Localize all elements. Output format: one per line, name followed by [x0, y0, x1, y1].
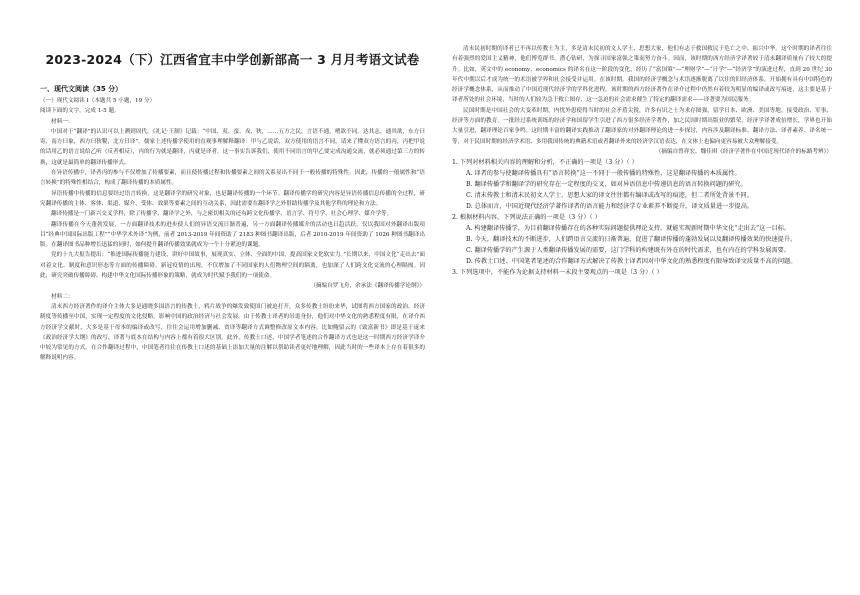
material2-paragraph: 清末西方经济著作的译介主体大多是通晓多国语言的传教士，鸦片战争的爆发致使国门被迫打开，众多传教士纷纷来华，试图将西方国家的政治、经济制度等传播至中国，实现一定程度的文化侵略，影响中国的政治经济与社会发展。由于传教士译者的吊诡身份，他们对中华文化的熟悉程度有限，在译介西方经济学文献时，大多是基于母本的编译或改写，往往会运用增加删减、省译等翻译方式调整修改原文本内容。比如鲍留云的《致富新书》即是基于庞来《政治经济学大纲》的改写，译著与底本在结构与内容上都有着很大区别。此外，传教士口述、中国学者笔述的合作翻译方式也是这一时期西方经济学译介中较为常见的方式。在合作翻译过程中，中国笔者往往在传教士口述的基础上添加大量的注解以帮助读者更好地理解，因此当时的一些译本上存在着很多的解释说明内容。 — [40, 303, 425, 362]
question-option: C. 翻译传播学的产生源于人类翻译传播发展的需要，这门学科的构建既有外在的时代需求，也有内在的学科发展需要。 — [466, 247, 791, 255]
question-option: D. 传教士口述、中国笔者笔述的合作翻译方式解决了传教士译者因对中华文化的熟悉程度有限导致译文质量不高的问题。 — [466, 258, 797, 266]
material1-paragraph: 翻译传播是一门新兴交叉学科，除了传播学、翻译学之外，与之密切相关的还有跨文化传播学、语言学、符号学、社会心理学、媒介学等。 — [51, 211, 393, 218]
material2-label: 材料二： — [51, 293, 74, 300]
right-column — [452, 44, 832, 278]
question-option: A. 译者的参与使翻译传播具有“语言转换”这一不同于一般传播的特殊性，这是翻译传播的本质属性。 — [466, 170, 741, 178]
left-column — [40, 38, 425, 364]
material2-paragraph: 清末民初时期的译者已不再以传教士为主，多是清末民初的文人学士、思想大家，他们有志于救国救民于危亡之中、振兴中华。这个时期的译者往往有着强烈的爱国主义精神，他们博览群书，潜心钻研，为探寻国家富强之策而努力奋斗。因而，该时期的西方经济学译著较于清末翻译质量有了较大的提升。比如，英文中的 economy、economics 的译名在这一阶段的变化，经历了“富国策”—“理财学”—“计学”—“经济学”的演进过程，直到 20 世纪 30 年代中期以后才成为统一的术语被学界和社会接受并运用。在该时期，我国的经济学概念与术语逐渐脱离了以往的旧经济体系，开始拥有具有中国特色的经济学概念体系，从而推动了中国近现代经济学的学科化进程。该时期的西方经济著作在译介过程中仍然有着较为明显的编译或改写痕迹，这主要是基于译者所处的社会环境，当时的人们较为急于救亡图存，这一急迫的社会需求催生了特定的翻译需求——译著要为国民服务。 — [452, 46, 832, 104]
material1-paragraph: 异语传播中传播的信息要经过语言转换，这是翻译学的研究对象，也是翻译传播的一个环节。翻译传播学的研究内容是异语传播信息传播的全过程，研究翻译传播的主体、客体、渠道、媒介、受体、效果等要素之间的互动关系，因此需要在翻译学之外借助传播学及其他学科的理论和方法。 — [40, 190, 425, 207]
question-stem: 3. 下列选项中，不能作为论据支持材料一末段主要观点的一项是（3 分）（ ） — [452, 269, 663, 277]
question-option: C. 清末传教士和清末民初文人学士、思想大家的译文往往都有编译或改写的痕迹，但二者所处背景不同。 — [466, 192, 753, 200]
question-option: B. 今天，翻译技术的不断进步，人们跨语言交流的日渐普遍，促进了翻译传播的蓬勃发展以及翻译传播效果的快速提升。 — [466, 236, 797, 244]
material1-paragraph: 翻译传播在今天蓬勃发展，一方面翻译技术的进步使人们的异语交流日渐普遍，另一方面翻译传播媒介的活动也日趋活跃。仅以我国对外翻译出版项目“经典中国国际出版工程”“中华学术外译”为例，前者 2013-2019 年间资助了 2183 种图书翻译出版，后者 2010-2019 年间资助了 1026 种图书翻译出版。在翻译图书品种增长迅猛的同时，如何提升翻译传播效果就成为一个十分紧迫的课题。 — [40, 221, 425, 249]
material1-paragraph: 中国对于“翻译”的认识可以上溯到周代。《礼记·王制》记载：“中国、夷、蛮、戎、狄，……五方之民，言语不通，嗜欲不同。达其志，通其欲，东方曰寄，南方曰象，西方曰狄鞮，北方曰译”。儒家上述传播学使用的直观事理解释翻译：甲与乙说话，双方使用的语言不同，请来了懂双方语言的丙，丙把甲说的话用乙的语言说给乙听（反者相反），丙的行为就是翻译，丙就是译者。这一事实告诉我们，使用不同语言的甲乙要完成沟通交流，就必须通过第三方的转换，这就是最简单的翻译传播形式。 — [40, 128, 425, 166]
section-heading: 一、现代文阅读（35 分） — [40, 85, 123, 93]
question-stem: 1. 下列对材料相关内容的理解和分析，不正确的一项是（3 分）（ ） — [452, 159, 638, 167]
question-option: B. 翻译传播学和翻译学的研究存在一定程度的交叉，如对异语信息中传递信息的语言转换问题的研究。 — [466, 181, 747, 189]
reading-instruction: 阅读下面的文字，完成 1-5 题。 — [40, 108, 120, 115]
subsection-heading: （一）现代文阅读 I（本题共 5 小题，19 分） — [40, 98, 156, 104]
material1-paragraph: 党的十九大报告提出：“推进国际传播能力建设，讲好中国故事，展现真实、立体、全面的中国，提高国家文化软实力。”长期以来，中国文化“走出去”面对着文化、制度和意识形态等方面的传播障碍。新冠疫情的出现，不仅增加了不同国家的人们物理空间的隔离，也加深了人们跨文化交流的心理隔阂。因此，研究突破传播障碍、构建中华文化国际传播形象的策略，就成为时代赋予我们的一项使命。 — [40, 252, 425, 280]
material1-source: （摘编自罗飞舟，余承法《翻译传播学论纲》） — [310, 283, 425, 290]
material2-source: （摘编自曾祥宏、魏佳琪《经济学著作在中国近现代译介的标路考辨》） — [655, 148, 832, 155]
question-stem: 2. 根据材料内容，下列说法正确的一项是（3 分）（ ） — [452, 214, 601, 222]
material1-paragraph: 在异语传播中，译者丙的参与不仅增加了传播要素，而且使传播过程和传播要素之间的关系显出不同于一般传播的特殊性。因此，传播的一般属性和“语言转换”的特殊性相结合，构成了翻译传播的本质属性。 — [40, 170, 425, 187]
question-option: A. 构建翻译传播学，为目前翻译传播存在的各种实际问题提供理论支持，就能实现新时期中华文化“走出去”这一目标。 — [466, 225, 791, 233]
question-option: D. 总体而言，中国近现代经济学著作译者的语言能力和经济学专业素养不断提升，译文质量进一步提高。 — [466, 203, 754, 211]
material2-paragraph: 民国时期是中国社会的大变革时期，内忧外患使得当时的社会矛盾尖锐，许多有识之士为求存图强，留学日本、欧洲、美国等地，接受政治、军事、经济等方面的教育。一批经过系统训练的经济学和国留学生引进了西方很多经济学著作，加之民国时期出版业的繁荣，经济学译著成倍增长，学界也开始大量引进，翻译理论百家争鸣。这时期丰富的翻译实践推动了翻译家的对外翻译理论的进一步探讨，内容涉及翻译标准、翻译方法、译者素养、译名统一等，对于民国时期的经济学术语、多用我国传统的典籍术语或者翻译外来的经济学汉语表达，在文体上也偏向更容易被大众理解接受。 — [452, 107, 832, 145]
material1-label: 材料一： — [51, 118, 74, 125]
exam-title: 2023-2024（下）江西省宜丰中学创新部高一 3 月月考语文试卷 — [45, 52, 420, 67]
